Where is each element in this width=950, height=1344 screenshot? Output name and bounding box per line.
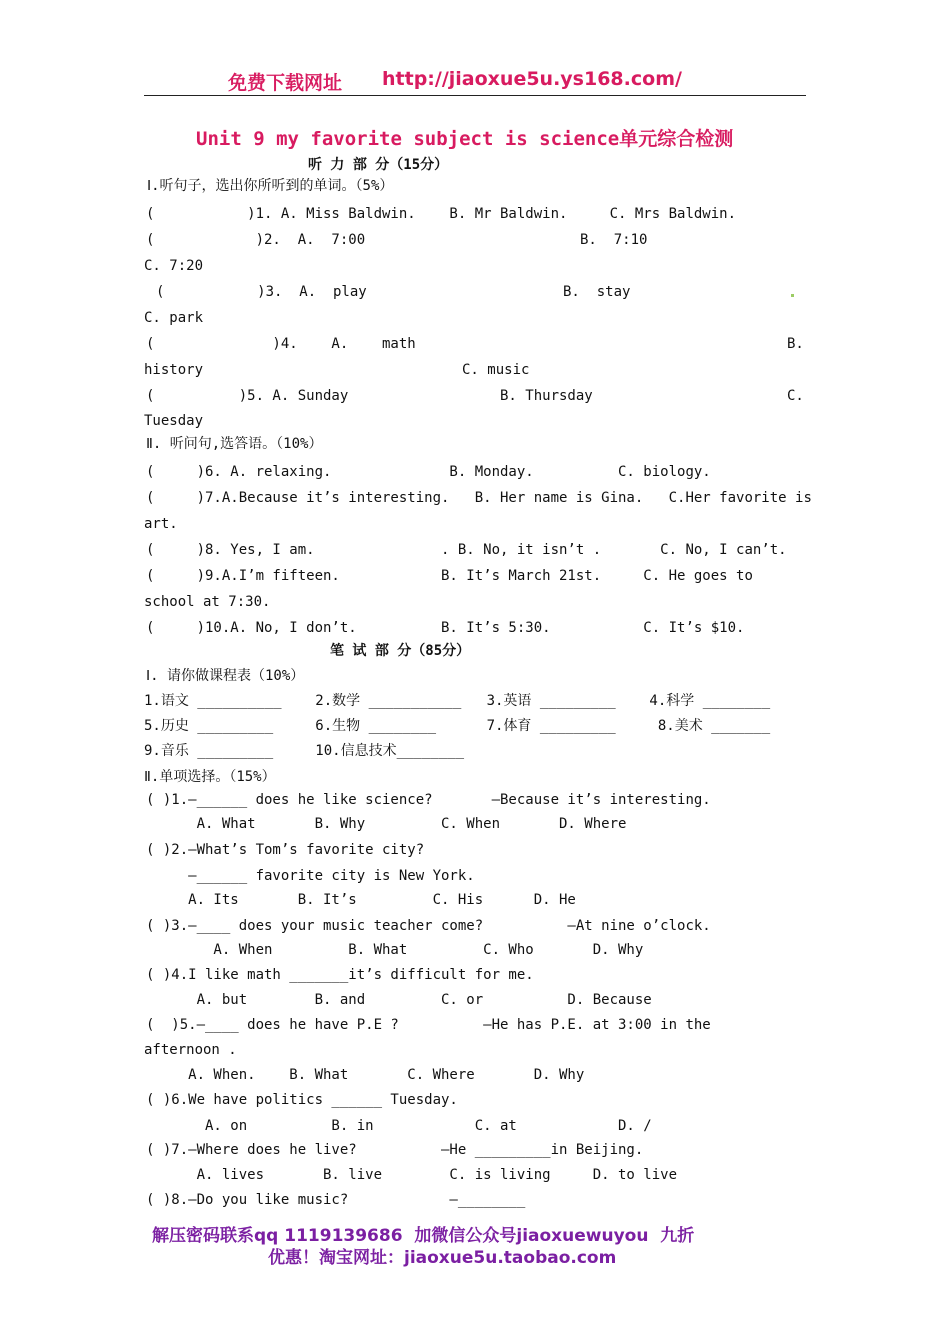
listening-heading: 听 力 部 分（15分） [308, 157, 449, 173]
question-line: ( )4.I like math _______it’s difficult for me. [146, 967, 534, 983]
question-option: B. stay [563, 284, 631, 300]
question-line: A. lives B. live C. is living D. to live [146, 1167, 678, 1183]
question-option: B. 7:10 [580, 232, 648, 248]
question-line: —______ favorite city is New York. [146, 868, 475, 884]
question-line: A. What B. Why C. When D. Where [146, 816, 627, 832]
question-line: ( )5.—____ does he have P.E ? —He has P.E. at 3:00 in the [146, 1017, 711, 1033]
header-url-link[interactable]: http://jiaoxue5u.ys168.com/ [382, 68, 682, 90]
question-line: ( )6. A. relaxing. B. Monday. C. biology. [146, 464, 711, 480]
question-line: ( )3.—____ does your music teacher come? —At nine o’clock. [146, 918, 711, 934]
question-line: afternoon . [144, 1042, 237, 1058]
timetable-row: 9.音乐 _________ 10.信息技术________ [144, 743, 465, 759]
question-line: ( )6.We have politics ______ Tuesday. [146, 1092, 458, 1108]
question-line: ( )1.—______ does he like science? —Because it’s interesting. [146, 792, 711, 808]
footer-line-2: 优惠！淘宝网址：jiaoxue5u.taobao.com [268, 1248, 617, 1268]
question-line: ( )4. A. math [146, 336, 416, 352]
question-line: art. [144, 516, 178, 532]
header-label: 免费下载网址 [228, 72, 343, 94]
document-title: Unit 9 my favorite subject is science单元综合检测 [196, 128, 734, 150]
written-heading: 笔 试 部 分（85分） [330, 643, 471, 659]
written-part2-title: Ⅱ.单项选择。（15%） [144, 769, 276, 785]
question-line: ( )2. A. 7:00 [146, 232, 366, 248]
question-line: ( )8.—Do you like music? —________ [146, 1192, 526, 1208]
question-line: ( )5. A. Sunday [146, 388, 349, 404]
question-line: ( )7.A.Because it’s interesting. B. Her name is Gina. C.Her favorite is [146, 490, 812, 506]
question-line: ( )7.—Where does he live? —He _________in Beijing. [146, 1142, 644, 1158]
question-option: C. music [462, 362, 530, 378]
question-line: A. When B. What C. Who D. Why [146, 942, 644, 958]
question-line: A. Its B. It’s C. His D. He [146, 892, 576, 908]
listening-part2-title: Ⅱ. 听问句,选答语。（10%） [146, 436, 323, 452]
question-option: C. park [144, 310, 204, 326]
question-line: ( )3. A. play [156, 284, 367, 300]
question-line: ( )9.A.I’m fifteen. B. It’s March 21st. C. He goes to [146, 568, 753, 584]
question-line: ( )10.A. No, I don’t. B. It’s 5:30. C. It’s $10. [146, 620, 745, 636]
listening-part1-title: Ⅰ.听句子，选出你所听到的单词。（5%） [147, 178, 394, 194]
question-line: ( )2.—What’s Tom’s favorite city? [146, 842, 425, 858]
question-line: A. When. B. What C. Where D. Why [146, 1067, 585, 1083]
timetable-row: 5.历史 _________ 6.生物 ________ 7.体育 _________ 8.美术 _______ [144, 718, 771, 734]
question-option: B. [787, 336, 804, 352]
question-line: ( )8. Yes, I am. . B. No, it isn’t . C. No, I can’t. [146, 542, 787, 558]
question-option: C. [787, 388, 804, 404]
written-part1-title: Ⅰ. 请你做课程表（10%） [146, 668, 305, 684]
question-option: B. Thursday [500, 388, 593, 404]
ink-dot [791, 294, 794, 297]
question-line: ( )1. A. Miss Baldwin. B. Mr Baldwin. C. Mrs Baldwin. [146, 206, 737, 222]
timetable-row: 1.语文 __________ 2.数学 ___________ 3.英语 _________ 4.科学 ________ [144, 693, 771, 709]
question-line: A. on B. in C. at D. / [146, 1118, 652, 1134]
question-option: Tuesday [144, 413, 204, 429]
footer-line-1: 解压密码联系qq 1119139686 加微信公众号jiaoxuewuyou 九折 [152, 1226, 695, 1246]
question-option: history [144, 362, 204, 378]
question-line: school at 7:30. [144, 594, 271, 610]
question-option: C. 7:20 [144, 258, 204, 274]
question-line: A. but B. and C. or D. Because [146, 992, 652, 1008]
header-divider [144, 95, 806, 96]
